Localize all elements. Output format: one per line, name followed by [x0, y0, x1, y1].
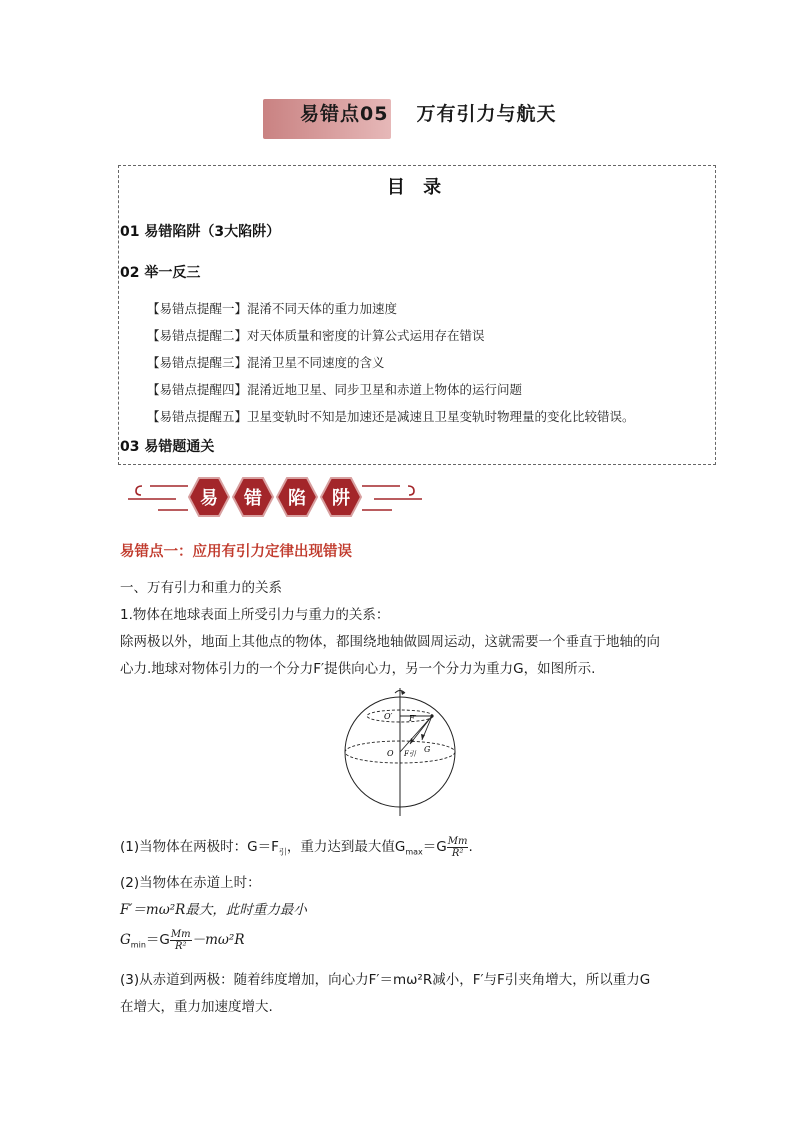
banner-char: 阱: [332, 488, 350, 509]
banner-char: 易: [200, 488, 218, 509]
toc-section-1: 01 易错陷阱（3大陷阱）: [120, 224, 281, 240]
paragraph-line: 除两极以外，地面上其他点的物体，都围绕地轴做圆周运动，这就需要一个垂直于地轴的向: [120, 634, 660, 650]
section-heading: 易错点一：应用有引力定律出现错误: [120, 544, 352, 560]
title-part2: 万有引力与航天: [416, 103, 557, 125]
label-f-yin: F引: [404, 750, 416, 758]
banner-right-ornament: [362, 486, 422, 510]
case1-sub: 引: [278, 847, 287, 857]
label-g: G: [424, 745, 431, 754]
toc-item: 【易错点提醒四】混淆近地卫星、同步卫星和赤道上物体的运行问题: [147, 382, 523, 397]
fraction-numerator: Mm: [447, 835, 468, 847]
banner-traps: [128, 474, 422, 520]
label-o: O: [387, 749, 394, 758]
fraction-denominator: R²: [174, 940, 187, 952]
toc-section-2: 02 举一反三: [120, 265, 201, 281]
case2-eq: ＝G: [145, 932, 170, 948]
paragraph-line: 心力.地球对物体引力的一个分力F′提供向心力，另一个分力为重力G，如图所示.: [120, 661, 596, 677]
case-2: (2)当物体在赤道上时：: [120, 875, 261, 891]
title-number: 05: [360, 103, 389, 125]
toc-item: 【易错点提醒五】卫星变轨时不知是加速还是减速且卫星变轨时物理量的变化比较错误。: [147, 409, 635, 424]
fraction-numerator: Mm: [170, 928, 191, 940]
case-2-line1: F′＝mω²R最大，此时重力最小: [120, 902, 307, 918]
case1-mid: ，重力达到最大值G: [286, 839, 406, 855]
toc-section-3: 03 易错题通关: [120, 439, 215, 455]
banner-left-ornament: [128, 486, 188, 510]
toc-item: 【易错点提醒一】混淆不同天体的重力加速度: [147, 301, 398, 316]
case1-max: max: [405, 847, 423, 857]
label-f-prime: F′: [409, 714, 417, 723]
toc-heading: 目 录: [386, 177, 448, 198]
page-title: [300, 99, 556, 126]
case1-eq: ＝G: [422, 839, 447, 855]
toc-item: 【易错点提醒三】混淆卫星不同速度的含义: [147, 355, 385, 370]
banner-char: 错: [244, 488, 262, 509]
case1-end: .: [468, 839, 473, 855]
case-1: [120, 835, 473, 859]
case2-g: G: [120, 932, 131, 948]
case2-fraction: [170, 929, 192, 952]
case-3-line1: (3)从赤道到两极：随着纬度增加，向心力F′＝mω²R减小，F′与F引夹角增大，所以重力G: [120, 972, 651, 988]
fraction-denominator: R²: [451, 847, 464, 859]
case-3-line2: 在增大，重力加速度增大.: [120, 999, 273, 1015]
banner-char: 陷: [288, 488, 306, 509]
toc-item: 【易错点提醒二】对天体质量和密度的计算公式运用存在错误: [147, 328, 485, 343]
case2-min: min: [130, 940, 146, 950]
earth-force-diagram: [340, 688, 460, 816]
title-part1: 易错点: [300, 103, 361, 125]
case1-fraction: [447, 836, 469, 859]
case-2-formula: [120, 928, 244, 952]
subsection-title: 一、万有引力和重力的关系: [120, 580, 282, 596]
case1-prefix: (1)当物体在两极时：G＝F: [120, 839, 279, 855]
case2-tail: －mω²R: [191, 932, 245, 948]
label-o-prime: O′: [384, 712, 393, 721]
point-title: 1.物体在地球表面上所受引力与重力的关系：: [120, 607, 390, 623]
